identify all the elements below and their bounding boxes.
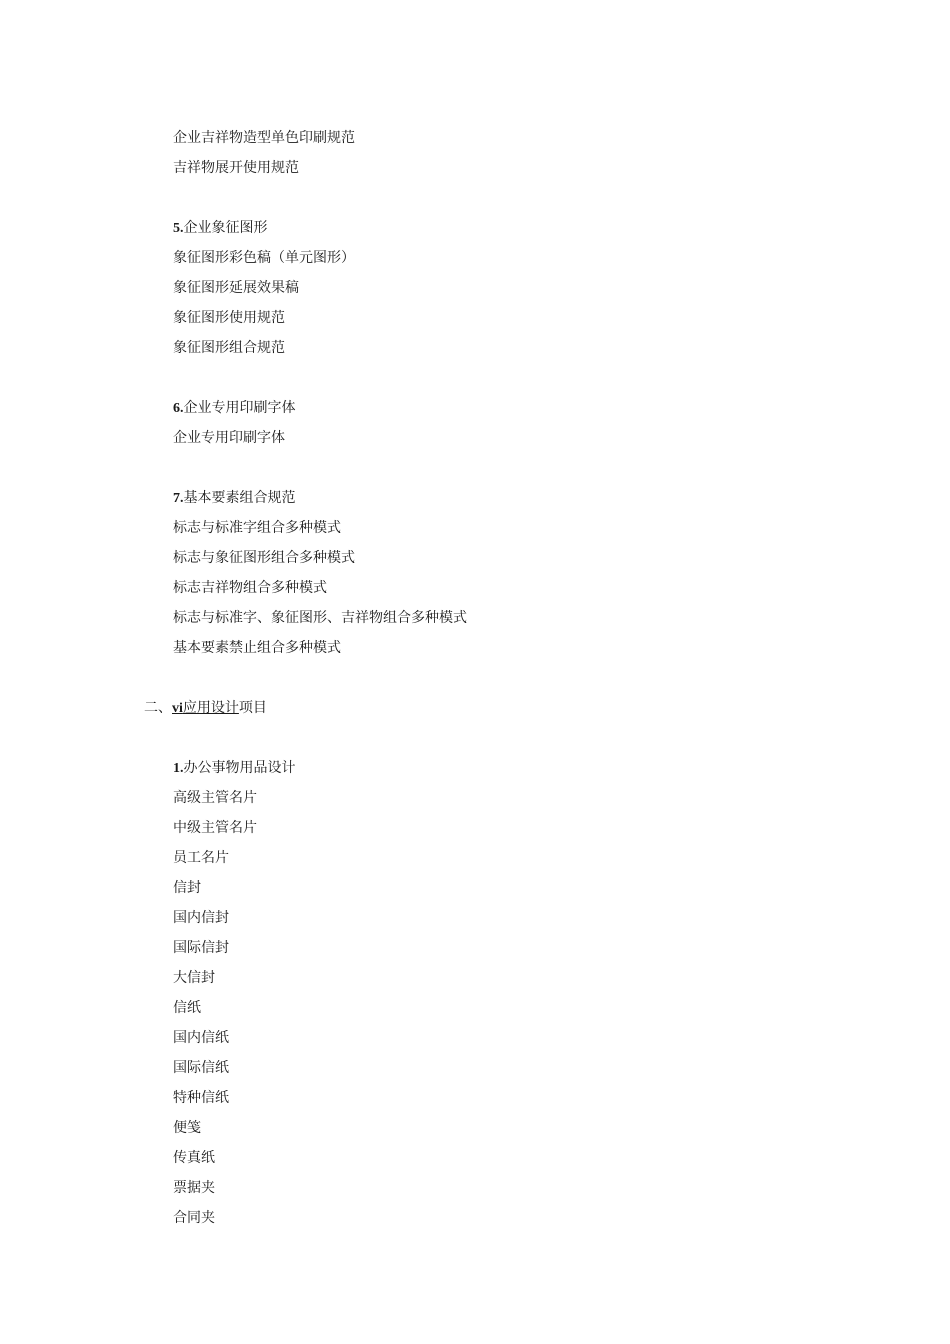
list-item: 企业吉祥物造型单色印刷规范 (173, 130, 355, 146)
list-item: 基本要素禁止组合多种模式 (173, 640, 341, 656)
section-number: 6. (173, 401, 184, 416)
list-item: 国内信纸 (173, 1030, 229, 1046)
section-heading (173, 489, 296, 508)
list-item: 国际信封 (173, 940, 229, 956)
list-item: 标志与象征图形组合多种模式 (173, 550, 355, 566)
list-item: 标志吉祥物组合多种模式 (173, 580, 327, 596)
list-item: 标志与标准字、象征图形、吉祥物组合多种模式 (173, 610, 467, 626)
list-item: 票据夹 (173, 1180, 215, 1196)
list-item: 特种信纸 (173, 1090, 229, 1106)
list-item: 员工名片 (173, 850, 229, 866)
list-item: 象征图形使用规范 (173, 310, 285, 326)
list-item: 便笺 (173, 1120, 201, 1136)
list-item: 标志与标准字组合多种模式 (173, 520, 341, 536)
list-item: 象征图形彩色稿（单元图形） (173, 250, 355, 266)
list-item: 信封 (173, 880, 201, 896)
part-vi: vi (172, 701, 183, 716)
list-item: 国际信纸 (173, 1060, 229, 1076)
list-item: 合同夹 (173, 1210, 215, 1226)
section-number: 5. (173, 221, 184, 236)
list-item: 传真纸 (173, 1150, 215, 1166)
list-item: 象征图形延展效果稿 (173, 280, 299, 296)
section-title: 基本要素组合规范 (183, 490, 296, 506)
list-item: 国内信封 (173, 910, 229, 926)
list-item: 吉祥物展开使用规范 (173, 160, 299, 176)
section-heading (173, 219, 268, 238)
section-number: 7. (173, 491, 184, 506)
section-title: 办公事物用品设计 (183, 760, 296, 776)
section-heading (173, 759, 296, 778)
section-heading (173, 399, 296, 418)
list-item: 中级主管名片 (173, 820, 257, 836)
part-suffix: 项目 (238, 700, 267, 716)
part-heading (144, 699, 267, 718)
section-number: 1. (173, 761, 184, 776)
list-item: 大信封 (173, 970, 215, 986)
list-item: 象征图形组合规范 (173, 340, 285, 356)
part-prefix: 二、 (144, 700, 172, 716)
part-underlined: 应用设计 (182, 700, 239, 716)
list-item: 企业专用印刷字体 (173, 430, 285, 446)
section-title: 企业专用印刷字体 (183, 400, 296, 416)
list-item: 高级主管名片 (173, 790, 257, 806)
section-title: 企业象征图形 (183, 220, 268, 236)
list-item: 信纸 (173, 1000, 201, 1016)
